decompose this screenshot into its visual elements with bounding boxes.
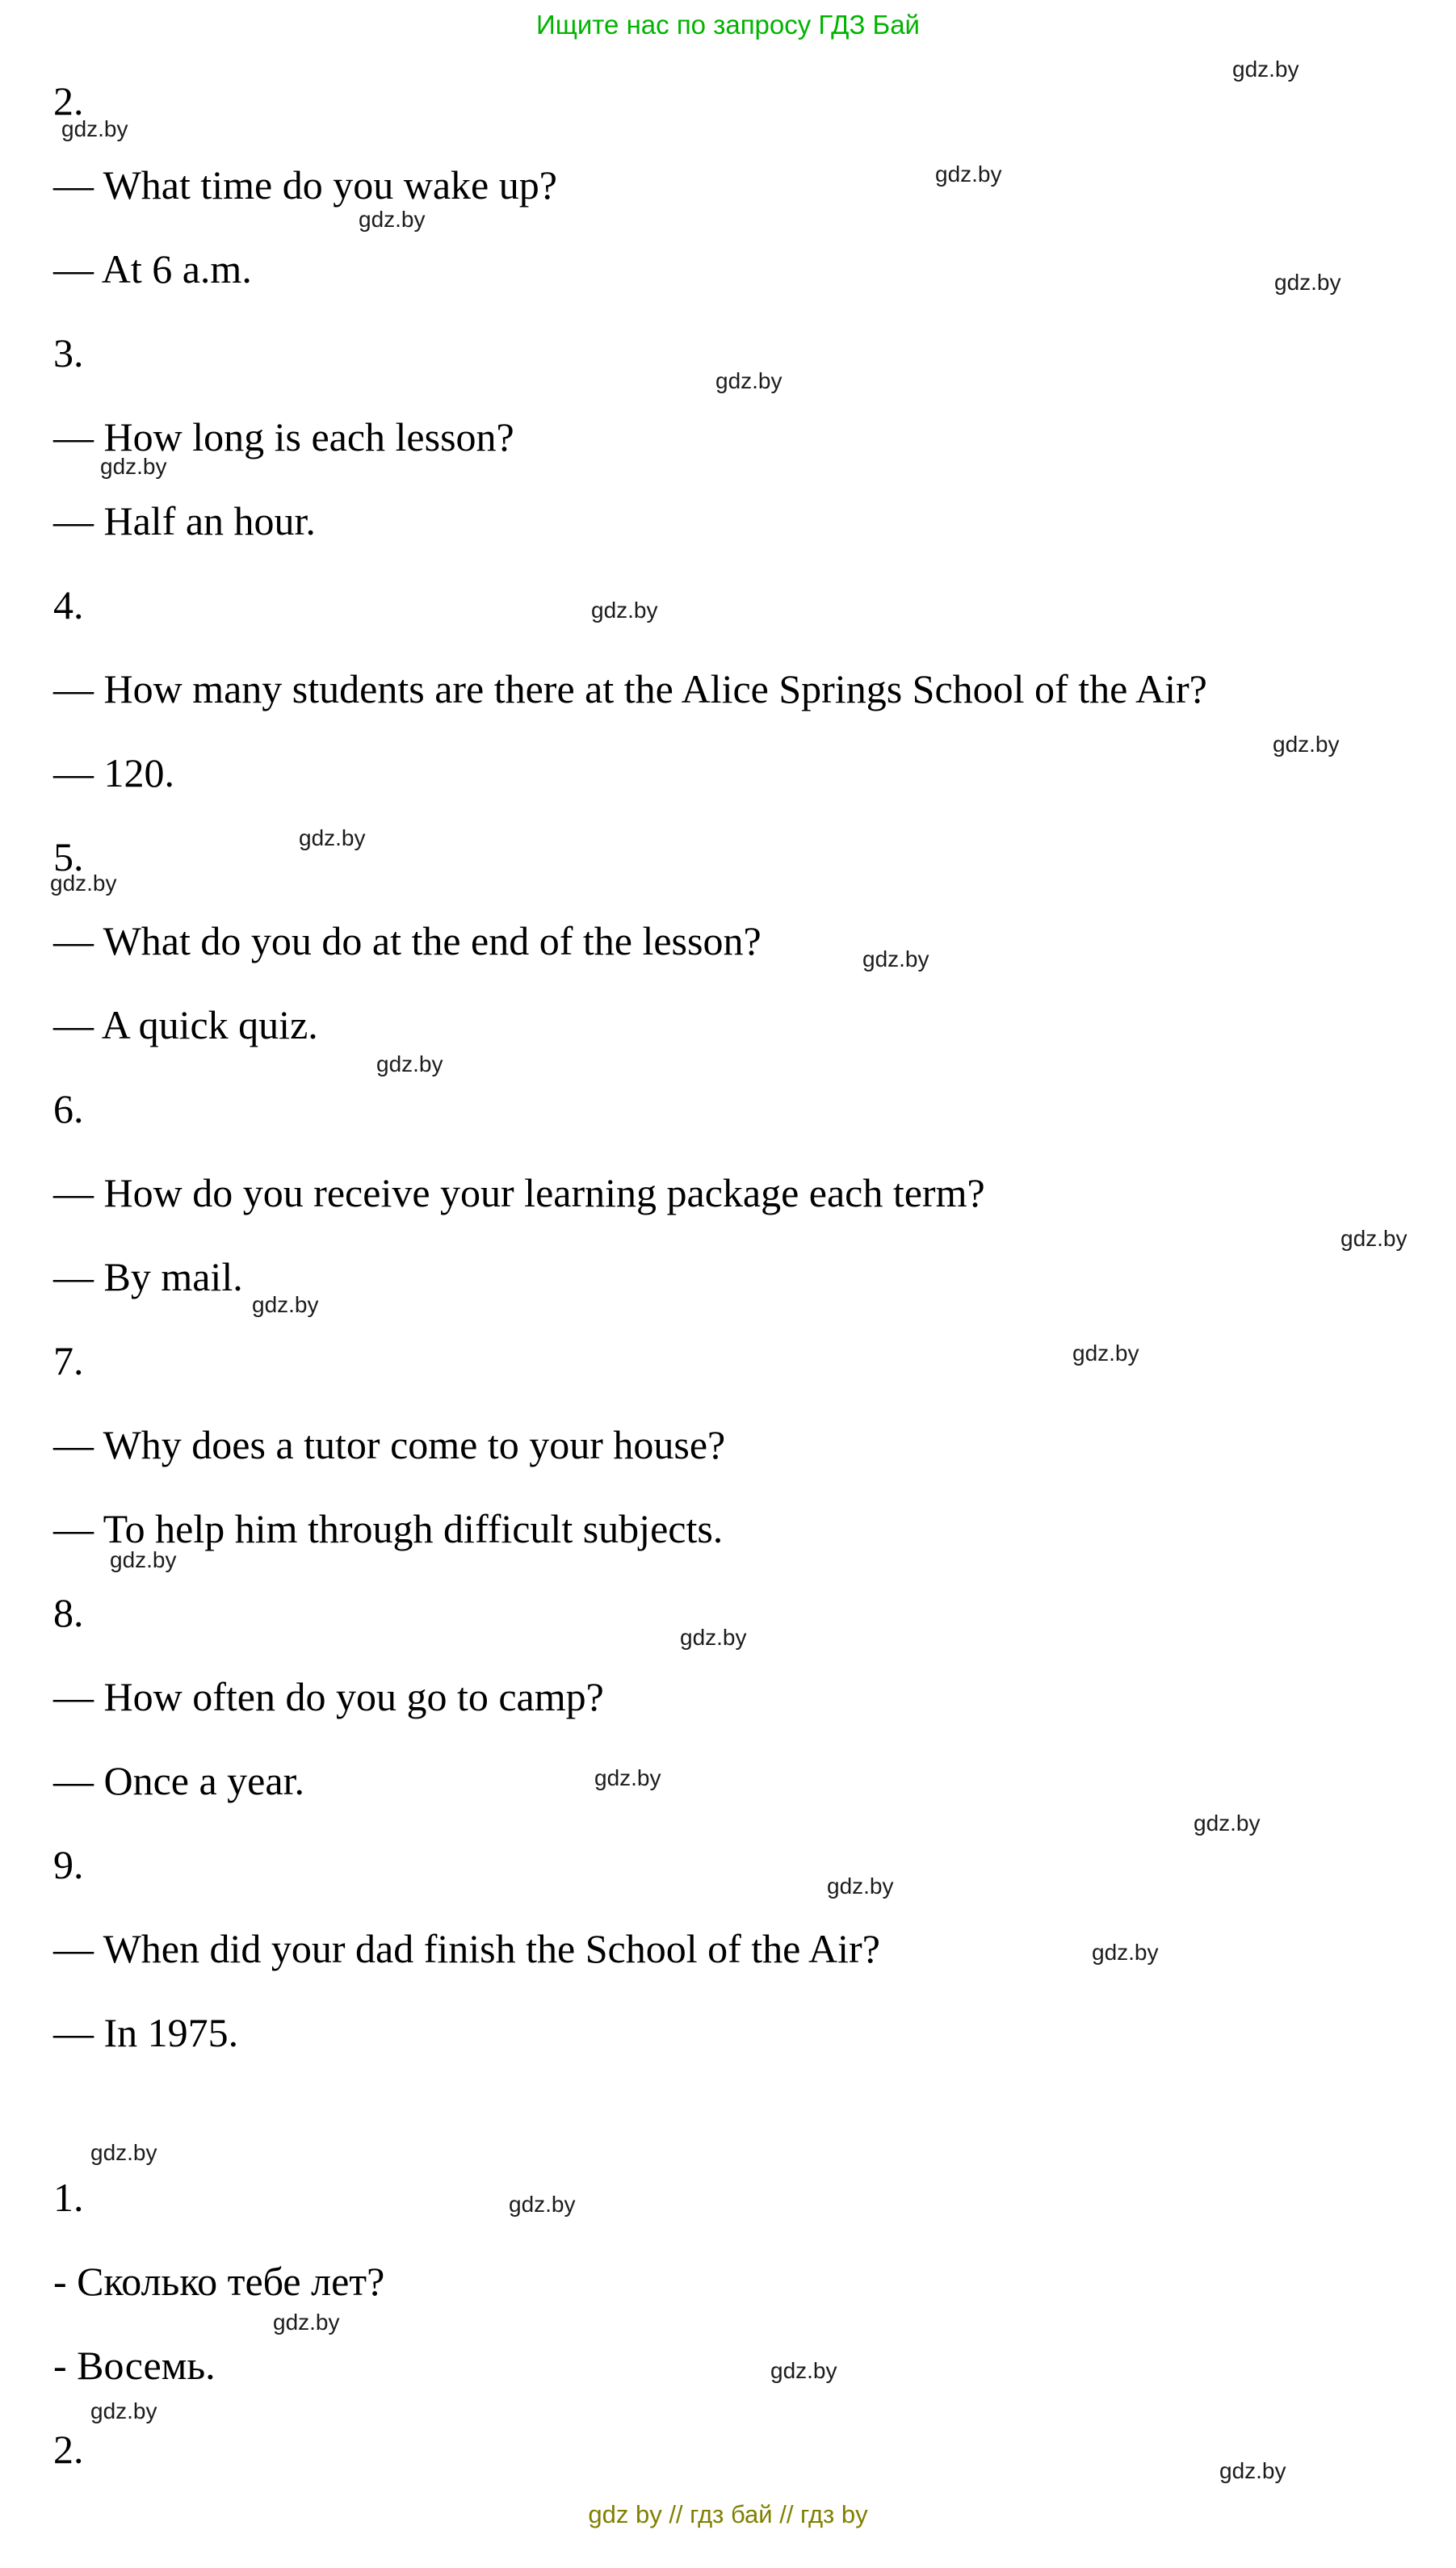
question-line: — How do you receive your learning package each term? [53,1170,985,1215]
question-line: — How many students are there at the Alice Springs School of the Air? [53,666,1207,711]
item-number: 2. [53,2427,84,2472]
answer-line: — 120. [53,750,174,795]
answer-line: — Half an hour. [53,498,316,543]
watermark: gdz.by [252,1292,319,1317]
item-number: 2. [53,78,84,124]
footer-links: gdz by // гдз бай // гдз by [588,2500,868,2528]
header-promo-text: Ищите нас по запросу ГДЗ Бай [536,10,920,40]
watermark: gdz.by [509,2192,576,2217]
watermark: gdz.by [591,598,658,623]
watermark: gdz.by [1273,732,1340,757]
answer-line: — To help him through difficult subjects. [53,1506,724,1551]
watermark: gdz.by [1194,1811,1261,1836]
watermark: gdz.by [715,368,783,393]
watermark: gdz.by [359,207,426,232]
watermark: gdz.by [100,454,167,479]
watermark: gdz.by [594,1765,661,1790]
answer-line: — A quick quiz. [53,1002,318,1047]
item-number: 6. [53,1086,84,1131]
watermark: gdz.by [1072,1341,1139,1366]
watermark: gdz.by [50,871,117,896]
item-number: 5. [53,834,84,879]
item-number: 9. [53,1842,84,1887]
question-line: - Сколько тебе лет? [53,2259,385,2304]
item-number: 8. [53,1590,84,1635]
watermark: gdz.by [61,116,128,141]
watermark: gdz.by [299,825,366,850]
watermark: gdz.by [90,2140,157,2165]
item-number: 4. [53,582,84,627]
watermark: gdz.by [770,2358,837,2383]
watermark: gdz.by [1219,2458,1286,2483]
watermark: gdz.by [827,1874,894,1899]
watermark: gdz.by [680,1625,747,1650]
watermark: gdz.by [110,1547,177,1572]
item-number: 7. [53,1338,84,1383]
watermark: gdz.by [376,1051,443,1076]
watermark: gdz.by [90,2398,157,2423]
watermark: gdz.by [862,946,929,971]
watermark: gdz.by [1274,270,1341,295]
item-number: 1. [53,2175,84,2220]
answer-line: — By mail. [53,1254,243,1299]
watermark: gdz.by [1341,1226,1408,1251]
answer-line: — At 6 a.m. [53,246,252,292]
question-line: — When did your dad finish the School of the Air? [53,1926,880,1971]
watermark: gdz.by [1092,1940,1159,1965]
watermark: gdz.by [1232,57,1299,82]
question-line: — How often do you go to camp? [53,1674,604,1719]
answer-line: — In 1975. [53,2010,239,2055]
watermark: gdz.by [273,2310,340,2335]
question-line: — What do you do at the end of the lesson? [53,918,762,963]
item-number: 3. [53,330,84,376]
watermark: gdz.by [935,162,1002,187]
question-line: — Why does a tutor come to your house? [53,1422,726,1467]
question-line: — How long is each lesson? [53,414,514,459]
answer-line: - Восемь. [53,2343,216,2388]
question-line: — What time do you wake up? [53,162,557,208]
answer-line: — Once a year. [53,1758,304,1803]
